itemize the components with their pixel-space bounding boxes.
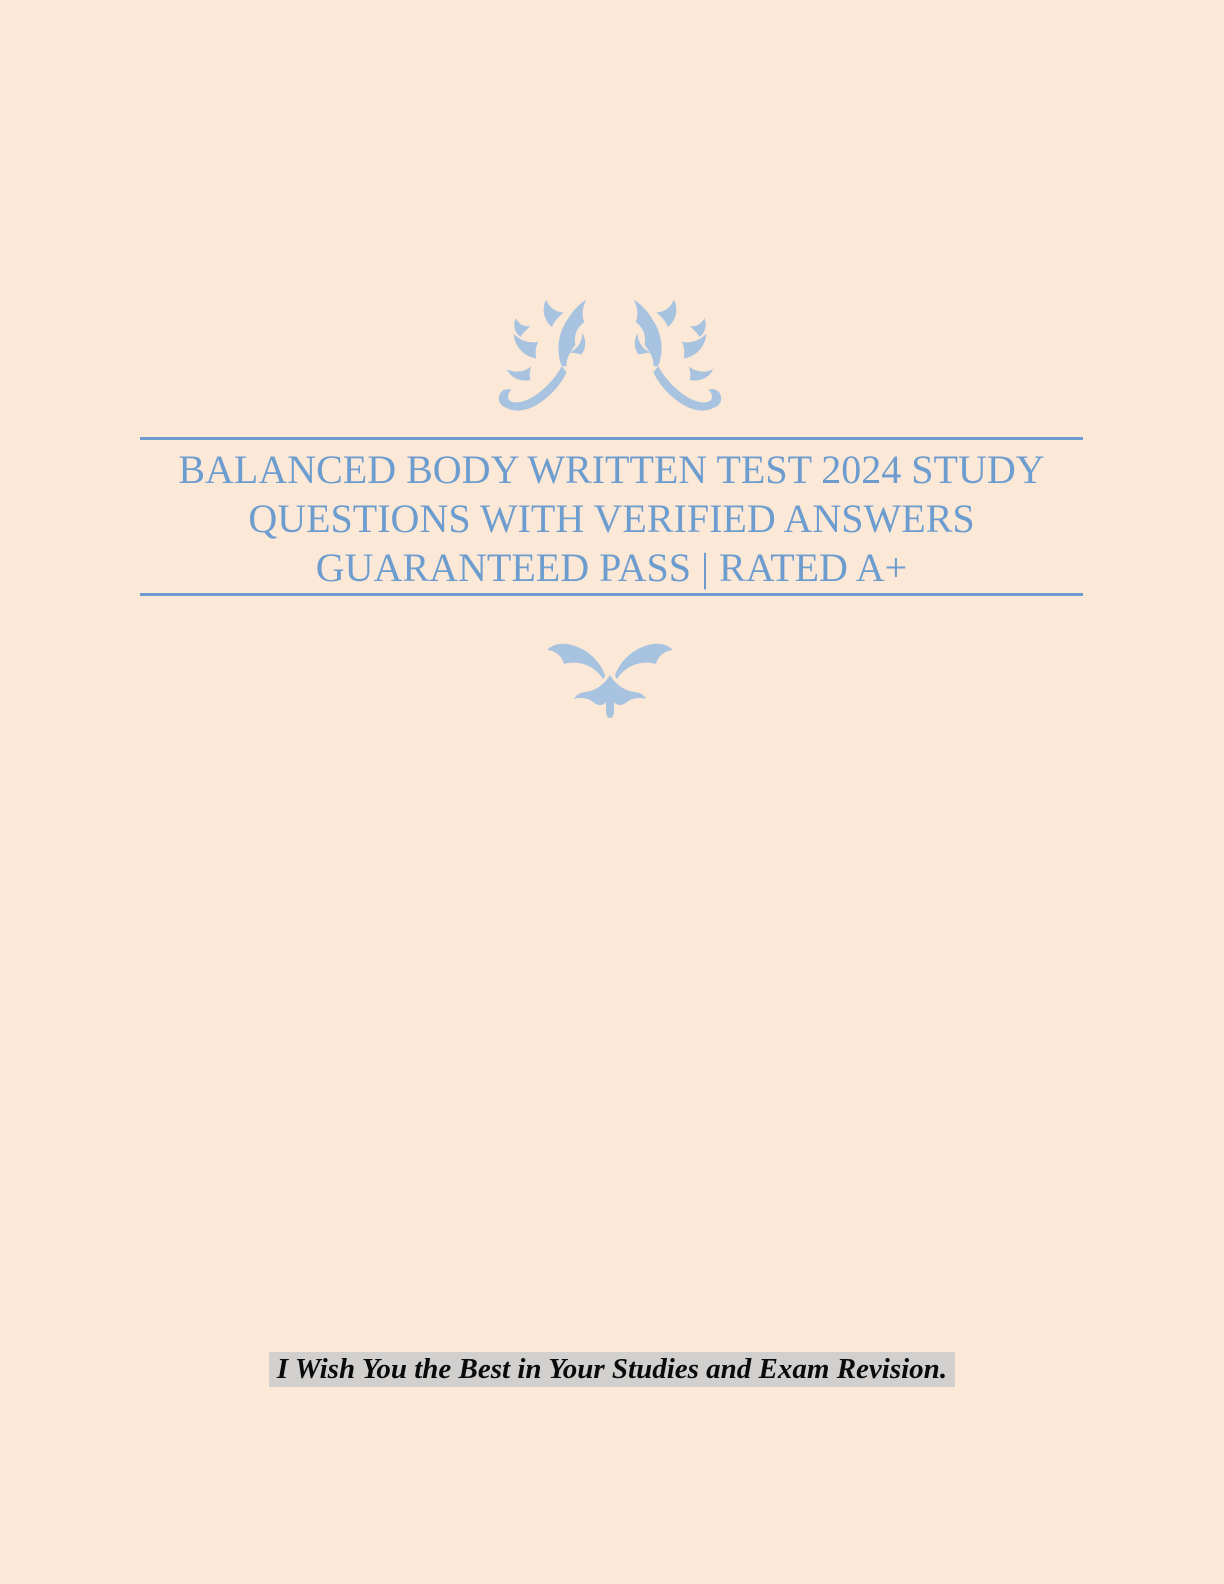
top-ornament xyxy=(497,296,723,417)
title-line-2: QUESTIONS WITH VERIFIED ANSWERS xyxy=(248,496,975,541)
footer xyxy=(0,1352,1224,1387)
floral-flourish-left-icon xyxy=(497,296,601,417)
bottom-ornament xyxy=(547,637,673,719)
title-line-1: BALANCED BODY WRITTEN TEST 2024 STUDY xyxy=(178,447,1045,492)
title-block xyxy=(140,437,1083,596)
leaf-finial-icon xyxy=(547,637,673,719)
floral-flourish-right-icon xyxy=(619,296,723,417)
footer-message: I Wish You the Best in Your Studies and Exam Revision. xyxy=(269,1352,955,1387)
title-line-3: GUARANTEED PASS | RATED A+ xyxy=(315,545,908,590)
